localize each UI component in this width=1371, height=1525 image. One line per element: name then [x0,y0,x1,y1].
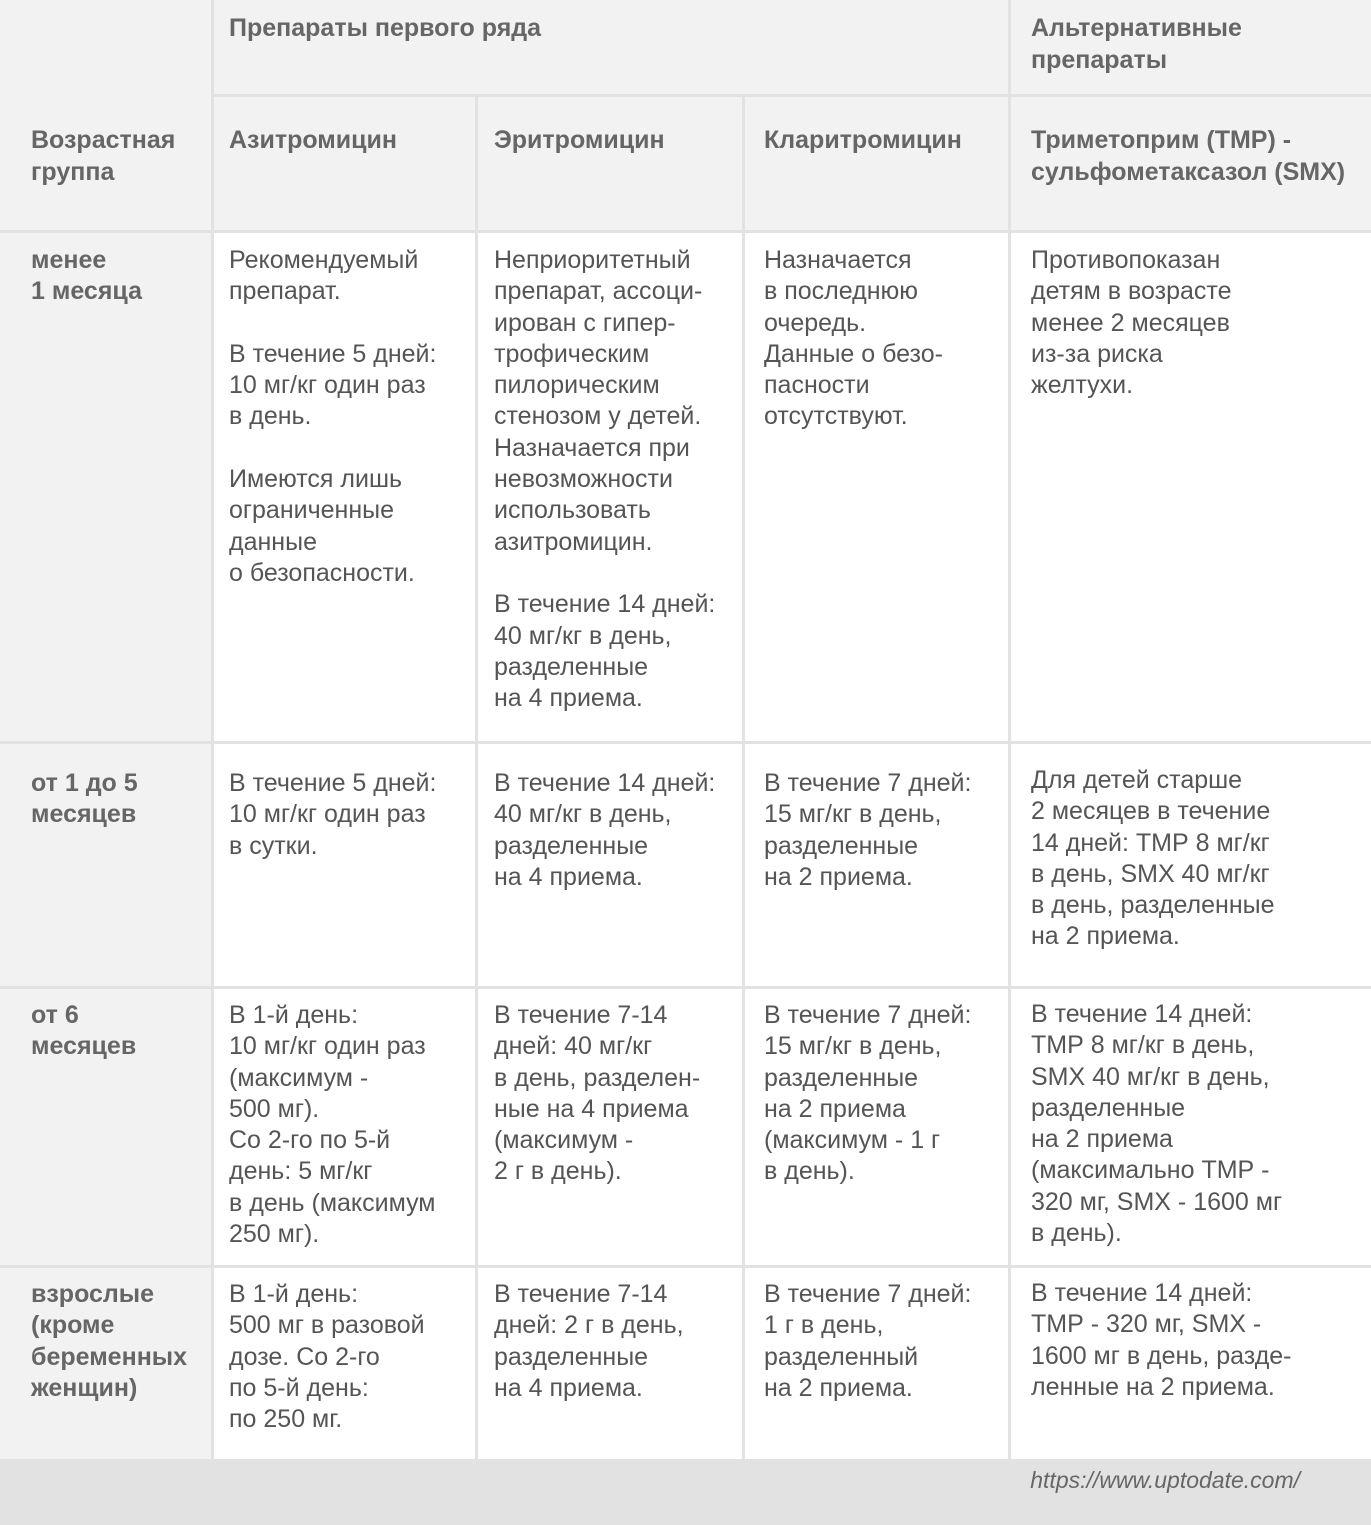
grid-line [211,94,1371,97]
cell-azithromycin-row1: Рекомендуемый препарат. В течение 5 дней: 10 мг/кг один раз в день. Имеются лишь ограниченные данные о безопасности. [213,233,475,741]
cell-erythromycin-row1: Неприоритетный препарат, ассоци- ирован с гипер- трофическим пилорическим стенозом у детей. Назначается при невозможности использовать азитромицин. В течение 14 дней: 40 мг/кг в день, разделенные на 4 приема. [478,233,742,741]
cell-azithromycin-row4: В 1-й день: 500 мг в разовой дозе. Со 2-го по 5-й день: по 250 мг. [213,1268,475,1459]
cell-clarithromycin-row4: В течение 7 дней: 1 г в день, разделенный на 2 приема. [745,1268,1008,1459]
header-drug-azithromycin: Азитромицин [213,97,475,230]
header-drug-erythromycin: Эритромицин [478,97,742,230]
header-alternative: Альтернативные препараты [1011,0,1371,94]
cell-erythromycin-row4: В течение 7-14 дней: 2 г в день, разделенные на 4 приема. [478,1268,742,1459]
grid-line [742,94,745,1459]
cell-erythromycin-row3: В течение 7-14 дней: 40 мг/кг в день, разделен- ные на 4 приема (максимум - 2 г в день). [478,989,742,1265]
header-age-group: Возрастная группа [0,0,211,230]
cell-tmp-smx-row1: Противопоказан детям в возрасте менее 2 месяцев из-за риска желтухи. [1011,233,1371,741]
cell-tmp-smx-row3: В течение 14 дней: ТМР 8 мг/кг в день, SMX 40 мг/кг в день, разделенные на 2 приема (максимально ТМР - 320 мг, SMX - 1600 мг в день). [1011,989,1371,1265]
header-drug-tmp-smx: Триметоприм (ТМР) - сульфометаксазол (SMX) [1011,97,1371,230]
age-under-1-month: менее 1 месяца [0,233,211,741]
age-1-to-5-months: от 1 до 5 месяцев [0,744,211,986]
header-first-line: Препараты первого ряда [213,0,1008,94]
cell-clarithromycin-row2: В течение 7 дней: 15 мг/кг в день, разделенные на 2 приема. [745,744,1008,986]
cell-erythromycin-row2: В течение 14 дней: 40 мг/кг в день, разделенные на 4 приема. [478,744,742,986]
cell-azithromycin-row3: В 1-й день: 10 мг/кг один раз (максимум - 500 мг). Со 2-го по 5-й день: 5 мг/кг в день (максимум 250 мг). [213,989,475,1265]
grid-line [0,230,1371,233]
source-link[interactable]: https://www.uptodate.com/ [1030,1467,1300,1493]
grid-line [0,1265,1371,1268]
cell-clarithromycin-row1: Назначается в последнюю очередь. Данные о безо- пасности отсутствуют. [745,233,1008,741]
header-drug-clarithromycin: Кларитромицин [745,97,1008,230]
grid-line [0,986,1371,989]
cell-tmp-smx-row2: Для детей старше 2 месяцев в течение 14 дней: ТМР 8 мг/кг в день, SMX 40 мг/кг в день, разделенные на 2 приема. [1011,744,1371,986]
footer-bar [0,1459,1371,1525]
cell-azithromycin-row2: В течение 5 дней: 10 мг/кг один раз в сутки. [213,744,475,986]
cell-clarithromycin-row3: В течение 7 дней: 15 мг/кг в день, разделенные на 2 приема (максимум - 1 г в день). [745,989,1008,1265]
cell-tmp-smx-row4: В течение 14 дней: ТМР - 320 мг, SMX - 1600 мг в день, разде- ленные на 2 приема. [1011,1268,1371,1459]
grid-line [0,741,1371,744]
age-from-6-months: от 6 месяцев [0,989,211,1265]
grid-line [475,94,478,1459]
age-adults: взрослые (кроме беременных женщин) [0,1268,211,1459]
grid-line [211,0,214,1459]
grid-line [1008,0,1011,1459]
